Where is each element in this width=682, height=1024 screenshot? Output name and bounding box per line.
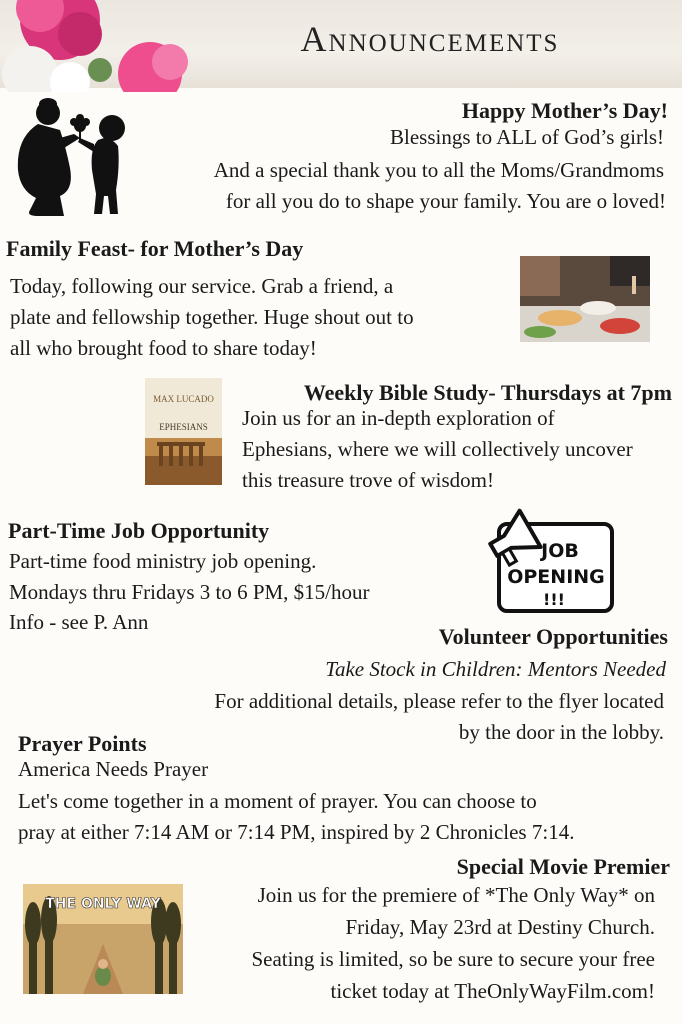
mother-child-silhouette-icon xyxy=(8,98,128,220)
sign-line-1: JOB xyxy=(541,540,579,562)
flowers-image xyxy=(0,0,220,92)
prayer-heading: Prayer Points xyxy=(18,731,147,756)
mothers-day-line-1: Blessings to ALL of God’s girls! xyxy=(390,125,664,149)
sign-line-3: !!! xyxy=(543,590,565,609)
mothers-day-heading: Happy Mother’s Day! xyxy=(461,98,668,123)
movie-line-3: Seating is limited, so be sure to secure your free xyxy=(251,947,655,971)
prayer-line-1: Let's come together in a moment of prayer. You can choose to xyxy=(18,789,537,813)
family-feast-line-3: all who brought food to share today! xyxy=(10,336,317,360)
job-line-2: Mondays thru Fridays 3 to 6 PM, $15/hour xyxy=(9,580,370,604)
prayer-line-2: pray at either 7:14 AM or 7:14 PM, inspired by 2 Chronicles 7:14. xyxy=(18,820,575,844)
bible-study-heading: Weekly Bible Study- Thursdays at 7pm xyxy=(303,380,672,405)
job-line-3: Info - see P. Ann xyxy=(9,610,149,634)
mothers-day-line-3: for all you do to shape your family. You are o loved! xyxy=(225,189,666,213)
volunteer-line-2: by the door in the lobby. xyxy=(458,720,664,744)
job-line-1: Part-time food ministry job opening. xyxy=(9,549,317,573)
prayer-subheading: America Needs Prayer xyxy=(18,757,209,781)
bible-study-line-3: this treasure trove of wisdom! xyxy=(242,468,494,492)
job-heading: Part-Time Job Opportunity xyxy=(8,518,270,543)
poster-title: THE ONLY WAY xyxy=(45,896,161,912)
sign-line-2: OPENING xyxy=(507,566,605,588)
page-title: Announcements xyxy=(300,19,560,59)
bible-study-line-1: Join us for an in-depth exploration of xyxy=(242,406,555,430)
mothers-day-line-2: And a special thank you to all the Moms/Grandmoms xyxy=(213,158,664,182)
family-feast-line-2: plate and fellowship together. Huge shout out to xyxy=(10,305,414,329)
family-feast-heading: Family Feast- for Mother’s Day xyxy=(6,236,304,261)
bible-study-line-2: Ephesians, where we will collectively uncover xyxy=(242,437,633,461)
movie-line-1: Join us for the premiere of *The Only Way* on xyxy=(257,883,655,907)
ephesians-book-cover xyxy=(145,378,222,485)
movie-line-2: Friday, May 23rd at Destiny Church. xyxy=(345,915,655,939)
volunteer-subheading: Take Stock in Children: Mentors Needed xyxy=(325,657,666,681)
book-title: EPHESIANS xyxy=(159,422,208,432)
job-opening-sign xyxy=(484,497,616,617)
movie-heading: Special Movie Premier xyxy=(456,854,670,879)
volunteer-line-1: For additional details, please refer to the flyer located xyxy=(214,689,664,713)
movie-poster xyxy=(23,884,183,994)
movie-line-4: ticket today at TheOnlyWayFilm.com! xyxy=(330,979,655,1003)
food-table-photo xyxy=(520,256,650,342)
volunteer-heading: Volunteer Opportunities xyxy=(438,624,668,649)
book-author: MAX LUCADO xyxy=(153,394,214,404)
family-feast-line-1: Today, following our service. Grab a friend, a xyxy=(10,274,394,298)
